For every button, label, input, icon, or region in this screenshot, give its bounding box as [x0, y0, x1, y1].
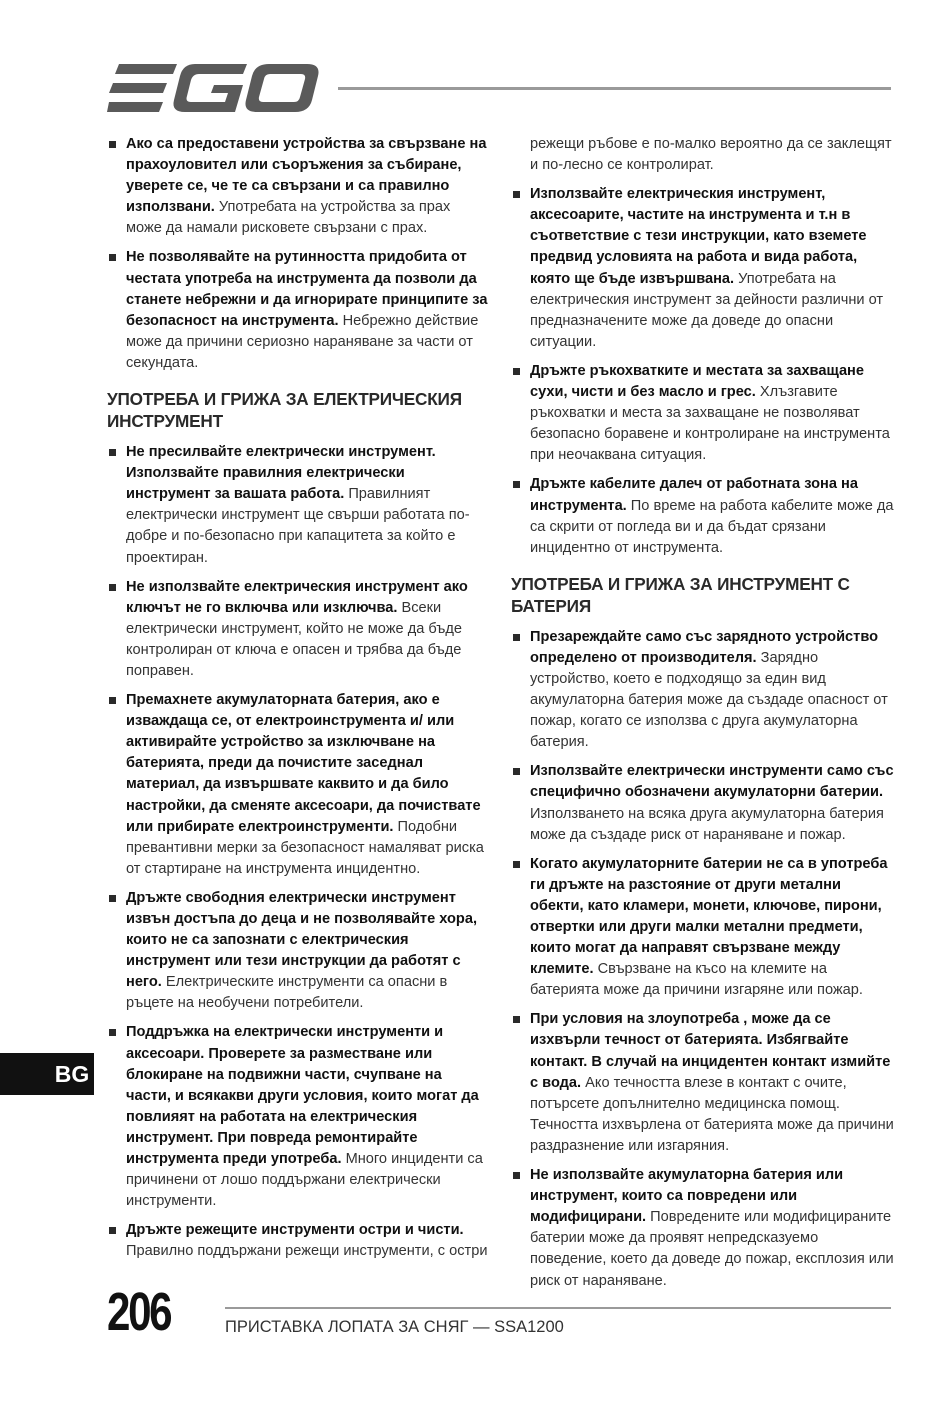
bullet-icon	[513, 768, 520, 775]
bullet-icon	[109, 1029, 116, 1036]
bullet-icon	[109, 584, 116, 591]
section-list	[107, 442, 489, 1262]
language-tab: BG	[0, 1053, 94, 1095]
page-number: 206	[107, 1282, 171, 1342]
bullet-icon	[513, 368, 520, 375]
list-item: Дръжте режещите инструменти остри и чисти. Правилно поддържани режещи инструменти, с остри	[107, 1220, 489, 1262]
bullet-icon	[513, 634, 520, 641]
list-item: Премахнете акумулаторната батерия, ако е изваждаща се, от електроинструмента и/ или активирайте устройство за изключване на батерията, преди да почистите заседнал материал, да извършвате каквито и да било настройки, да сменяте аксесоари, да почиствате или прибирате електроинструменти. Подобни превантивни мерки за безопасност намаляват риска от стартиране на инструмента инцидентно.	[107, 690, 489, 880]
list-item: Използвайте електрически инструменти само със специфично обозначени акумулаторни батерии. Използването на всяка друга акумулаторна батерия може да създаде риск от нараняване и пожар.	[511, 761, 894, 845]
list-item: Ако са предоставени устройства за свързване на прахоуловител или съоръжения за събиране, уверете се, че те са свързани и са правилно използвани. Употребата на устройства за прах може да намали рисковете свързани с прах.	[107, 134, 489, 239]
left-column	[107, 134, 489, 1271]
ego-logo	[107, 62, 321, 114]
intro-list	[107, 134, 489, 374]
list-item: При условия на злоупотреба , може да се изхвърли течност от батерията. Избягвайте контакт. В случай на инцидентен контакт измийте с вода. Ако течността влезе в контакт с очите, потърсете допълнително медицинска помощ. Течността изхвърлена от батерията може да причини раздразнение или изгаряния.	[511, 1009, 894, 1157]
section-heading: УПОТРЕБА И ГРИЖА ЗА ЕЛЕКТРИЧЕСКИЯ ИНСТРУМЕНТ	[107, 389, 462, 432]
bullet-icon	[109, 1227, 116, 1234]
bullet-icon	[513, 481, 520, 488]
list-item: Не позволявайте на рутинността придобита от честата употреба на инструмента да позволи да станете небрежни и да игнорирате принципите за безопасност на инструмента. Небрежно действие може да причини сериозно нараняване за части от секундата.	[107, 247, 489, 374]
list-item: Когато акумулаторните батерии не са в употреба ги дръжте на разстояние от други метални обекти, като кламери, монети, ключове, пирони, отвертки или други малки метални предмети, които могат да направят свързване между клемите. Свързване на късо на клемите на батерията може да причини изгаряне или пожар.	[511, 854, 894, 1002]
footer-title: ПРИСТАВКА ЛОПАТА ЗА СНЯГ — SSA1200	[225, 1318, 564, 1336]
bullet-icon	[513, 1016, 520, 1023]
bullet-icon	[109, 697, 116, 704]
right-column	[511, 134, 894, 1300]
list-item: Не използвайте електрическия инструмент ако ключът не го включва или изключва. Всеки електрически инструмент, който не може да бъде контролиран от ключа е опасен и трябва да бъде поправен.	[107, 577, 489, 682]
tool-care-list	[511, 184, 894, 559]
header-rule	[338, 87, 891, 90]
bullet-icon	[109, 895, 116, 902]
list-item: Дръжте ръкохватките и местата за захващане сухи, чисти и без масло и грес. Хлъзгавите ръкохватки и места за захващане не позволяват безопасно боравене и контролиране на инструмента при неочаквана ситуация.	[511, 361, 894, 466]
section-heading: УПОТРЕБА И ГРИЖА ЗА ИНСТРУМЕНТ С БАТЕРИЯ	[511, 573, 850, 616]
list-item: Дръжте свободния електрически инструмент извън достъпа до деца и не позволявайте хора, които не са запознати с електрическия инструмент или тези инструкции да работят с него. Електрическите инструменти са опасни в ръцете на необучени потребители.	[107, 888, 489, 1015]
bullet-icon	[109, 449, 116, 456]
list-item: Не пресилвайте електрически инструмент. Използвайте правилния електрически инструмент за вашата работа. Правилният електрически инструмент ще свърши работата по-добре и по-безопасно при капацитета за който е проектиран.	[107, 442, 489, 569]
bullet-icon	[513, 861, 520, 868]
bullet-icon	[513, 191, 520, 198]
bullet-icon	[513, 1172, 520, 1179]
list-item: Презареждайте само със зарядното устройство определено от производителя. Зарядно устройство, което е подходящо за един вид акумулаторна батерия може да създаде опасност от пожар, когато се използва с друга акумулаторна батерия.	[511, 627, 894, 754]
continuation-text: режещи ръбове е по-малко вероятно да се заклещят и по-лесно се контролират.	[530, 136, 892, 174]
list-item: Не използвайте акумулаторна батерия или инструмент, които са повредени или модифицирани. Повредените или модифицираните батерии може да проявят непредсказуемо поведение, което да доведе до пожар, експлозия или риск от нараняване.	[511, 1165, 894, 1292]
bullet-icon	[109, 141, 116, 148]
list-item: Дръжте кабелите далеч от работната зона на инструмента. По време на работа кабелите може да са скрити от погледа ви и да бъдат срязани инцидентно от инструмента.	[511, 474, 894, 558]
footer-rule	[225, 1307, 891, 1309]
bullet-icon	[109, 254, 116, 261]
list-item: Използвайте електрическия инструмент, аксесоарите, частите на инструмента и т.н в съответствие с тези инструкции, като вземете предвид условията на работа и вида работа, която ще бъде извършвана. Употребата на електрическия инструмент за дейности различни от предназначените може да доведе до опасни ситуации.	[511, 184, 894, 353]
battery-list	[511, 627, 894, 1292]
list-item: Поддръжка на електрически инструменти и аксесоари. Проверете за разместване или блокиране на подвижни части, счупване на части, и всякакви други условия, които могат да повлияят на работата на електрическия инструмент. При повреда ремонтирайте инструмента преди употреба. Много инциденти са причинени от лошо поддържани електрически инструменти.	[107, 1022, 489, 1212]
